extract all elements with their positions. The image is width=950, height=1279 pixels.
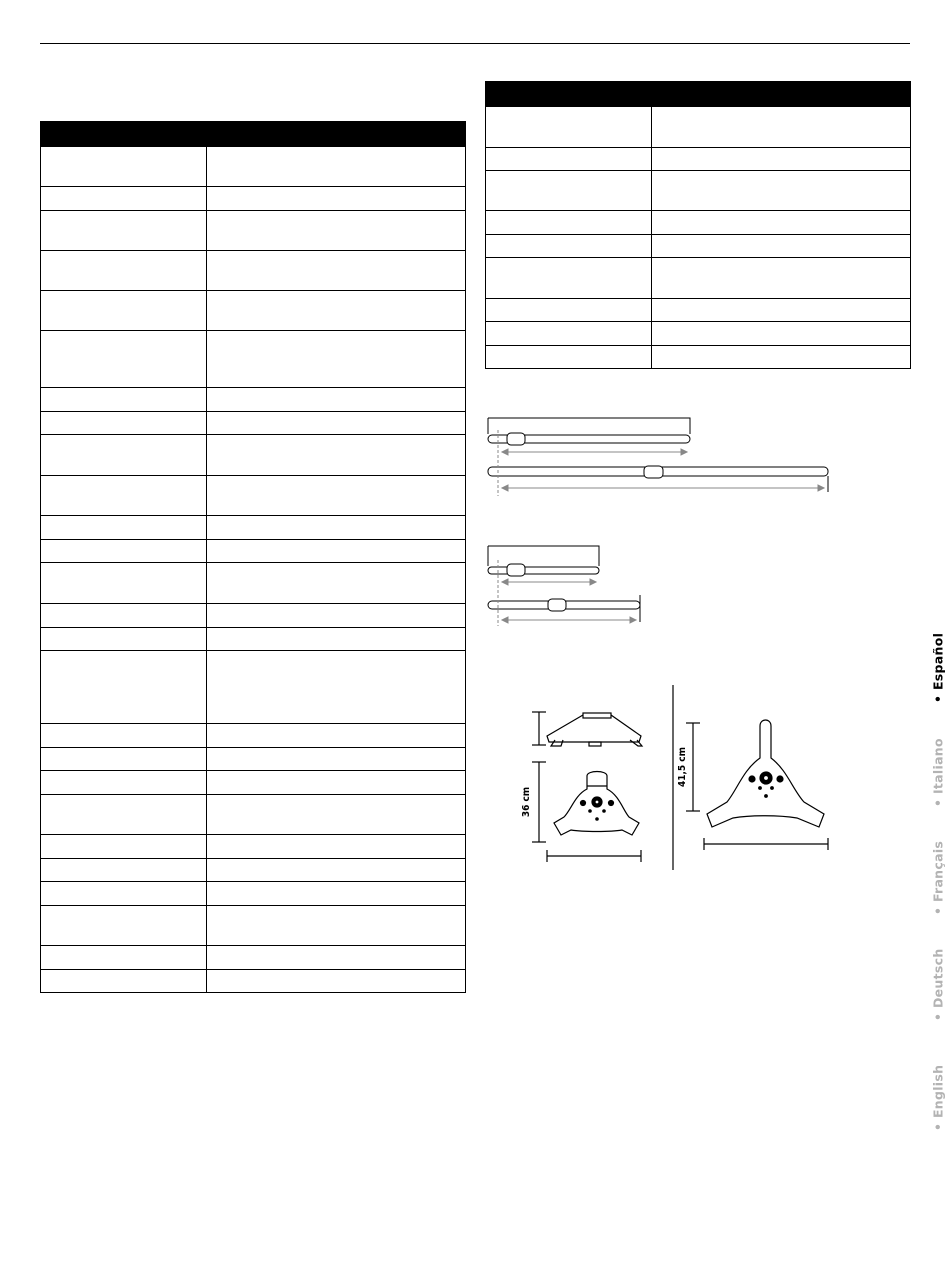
table-row bbox=[41, 211, 466, 251]
table-row bbox=[486, 322, 911, 346]
table-row bbox=[41, 412, 466, 435]
table-row bbox=[41, 331, 466, 388]
language-tab-italiano[interactable]: • Italiano bbox=[930, 738, 946, 807]
table-row bbox=[486, 346, 911, 369]
language-tab-english[interactable]: • English bbox=[930, 1064, 946, 1131]
table-row bbox=[486, 211, 911, 235]
table-row bbox=[41, 748, 466, 771]
table-row bbox=[486, 148, 911, 171]
table-row bbox=[41, 476, 466, 516]
table-row bbox=[41, 906, 466, 946]
top-rule bbox=[40, 43, 910, 44]
table-row bbox=[486, 235, 911, 258]
table-row bbox=[486, 107, 911, 148]
table-row bbox=[41, 187, 466, 211]
table-row bbox=[41, 859, 466, 882]
table-row bbox=[41, 970, 466, 993]
table-row bbox=[486, 171, 911, 211]
language-tabs bbox=[926, 0, 950, 1279]
table-row bbox=[41, 516, 466, 540]
table-row bbox=[486, 299, 911, 322]
table-row bbox=[41, 563, 466, 604]
table-header bbox=[486, 82, 911, 107]
table-row bbox=[41, 628, 466, 651]
cable-length-diagram bbox=[480, 400, 840, 640]
table-row bbox=[41, 882, 466, 906]
table-row bbox=[41, 147, 466, 187]
language-tab-francais[interactable]: • Français bbox=[930, 840, 946, 915]
table-row bbox=[41, 604, 466, 628]
table-row bbox=[41, 291, 466, 331]
table-row bbox=[41, 835, 466, 859]
total-height-label: 41,5 cm bbox=[677, 746, 688, 788]
table-row bbox=[41, 251, 466, 291]
table-row bbox=[41, 724, 466, 748]
table-row bbox=[41, 795, 466, 835]
table-row bbox=[41, 540, 466, 563]
front-height-label: 36 cm bbox=[521, 786, 532, 818]
stand-dimension-drawing bbox=[515, 680, 845, 875]
table-header bbox=[41, 122, 466, 147]
table-row bbox=[486, 258, 911, 299]
table-row bbox=[41, 946, 466, 970]
table-row bbox=[41, 388, 466, 412]
table-row bbox=[41, 771, 466, 795]
table-row bbox=[41, 651, 466, 724]
language-tab-espanol[interactable]: • Español bbox=[930, 632, 946, 703]
language-tab-deutsch[interactable]: • Deutsch bbox=[930, 948, 946, 1022]
table-row bbox=[41, 435, 466, 476]
spec-table-right bbox=[485, 81, 911, 369]
spec-table-left bbox=[40, 121, 466, 993]
